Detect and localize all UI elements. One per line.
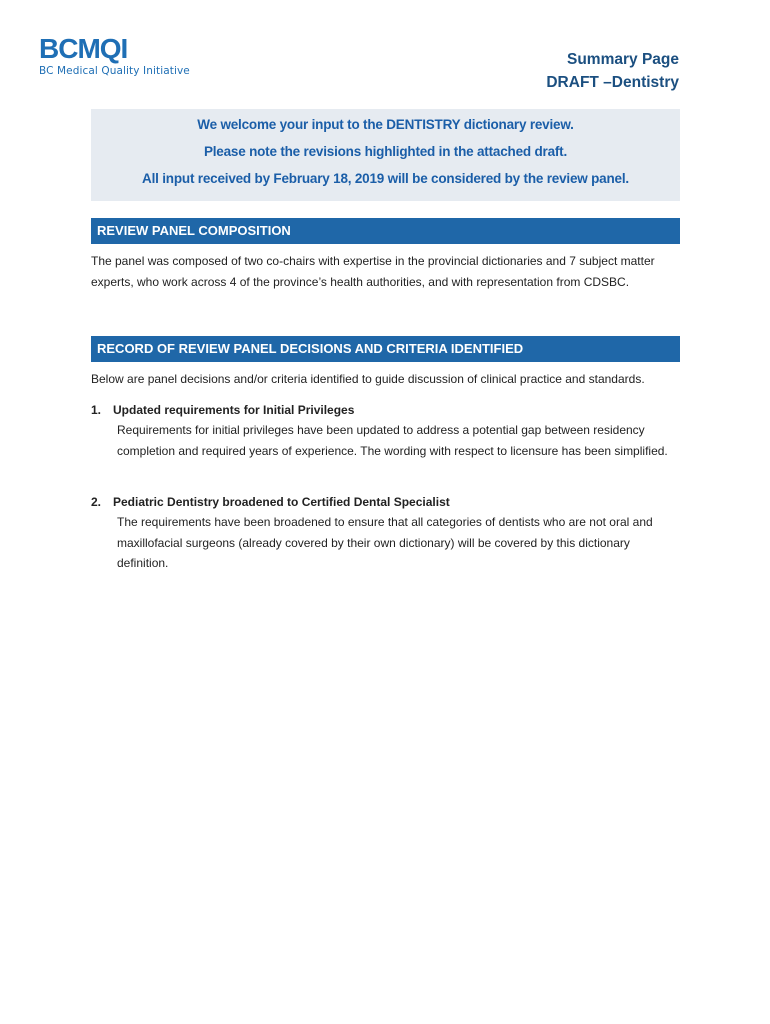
- logo-wordmark: BCMQI: [39, 33, 128, 64]
- decision-item-2-number: 2.: [91, 495, 102, 509]
- decision-item-1-number: 1.: [91, 403, 102, 417]
- welcome-line-2: Please note the revisions highlighted in the attached draft.: [203, 144, 568, 159]
- section-header-review-panel: REVIEW PANEL COMPOSITION: [91, 218, 680, 244]
- section-header-record-decisions: RECORD OF REVIEW PANEL DECISIONS AND CRITERIA IDENTIFIED: [91, 336, 680, 362]
- welcome-line-3: All input received by February 18, 2019 will be considered by the review panel.: [142, 171, 629, 186]
- decision-item-2-body: The requirements have been broadened to ensure that all categories of dentists who are not oral and maxillofacial surgeons (already covered by their own dictionary) will be covered by this dictionary definition.: [117, 515, 653, 570]
- welcome-line-1: We welcome your input to the DENTISTRY dictionary review.: [197, 117, 574, 132]
- title-draft-dentistry: DRAFT –Dentistry: [546, 74, 679, 91]
- bcmqi-logo: [39, 34, 199, 82]
- document-title: [546, 48, 679, 94]
- welcome-notice-box: [91, 109, 680, 201]
- decision-item-1-heading: Updated requirements for Initial Privileges: [113, 403, 355, 417]
- decision-item-1-title: [91, 400, 671, 420]
- title-summary-page: Summary Page: [567, 51, 679, 68]
- decision-item-2-title: [91, 492, 671, 512]
- decision-item-2-heading: Pediatric Dentistry broadened to Certified Dental Specialist: [113, 495, 450, 509]
- logo-tagline: BC Medical Quality Initiative: [39, 65, 190, 77]
- record-intro-paragraph: Below are panel decisions and/or criteria identified to guide discussion of clinical practice and standards.: [91, 372, 645, 386]
- review-panel-paragraph: The panel was composed of two co-chairs with expertise in the provincial dictionaries and 7 subject matter experts, who work across 4 of the province’s health authorities, and with representation from CDSBC.: [91, 254, 655, 289]
- decision-item-1-body: Requirements for initial privileges have been updated to address a potential gap between residency completion and required years of experience. The wording with respect to licensure has been simplified.: [117, 423, 668, 458]
